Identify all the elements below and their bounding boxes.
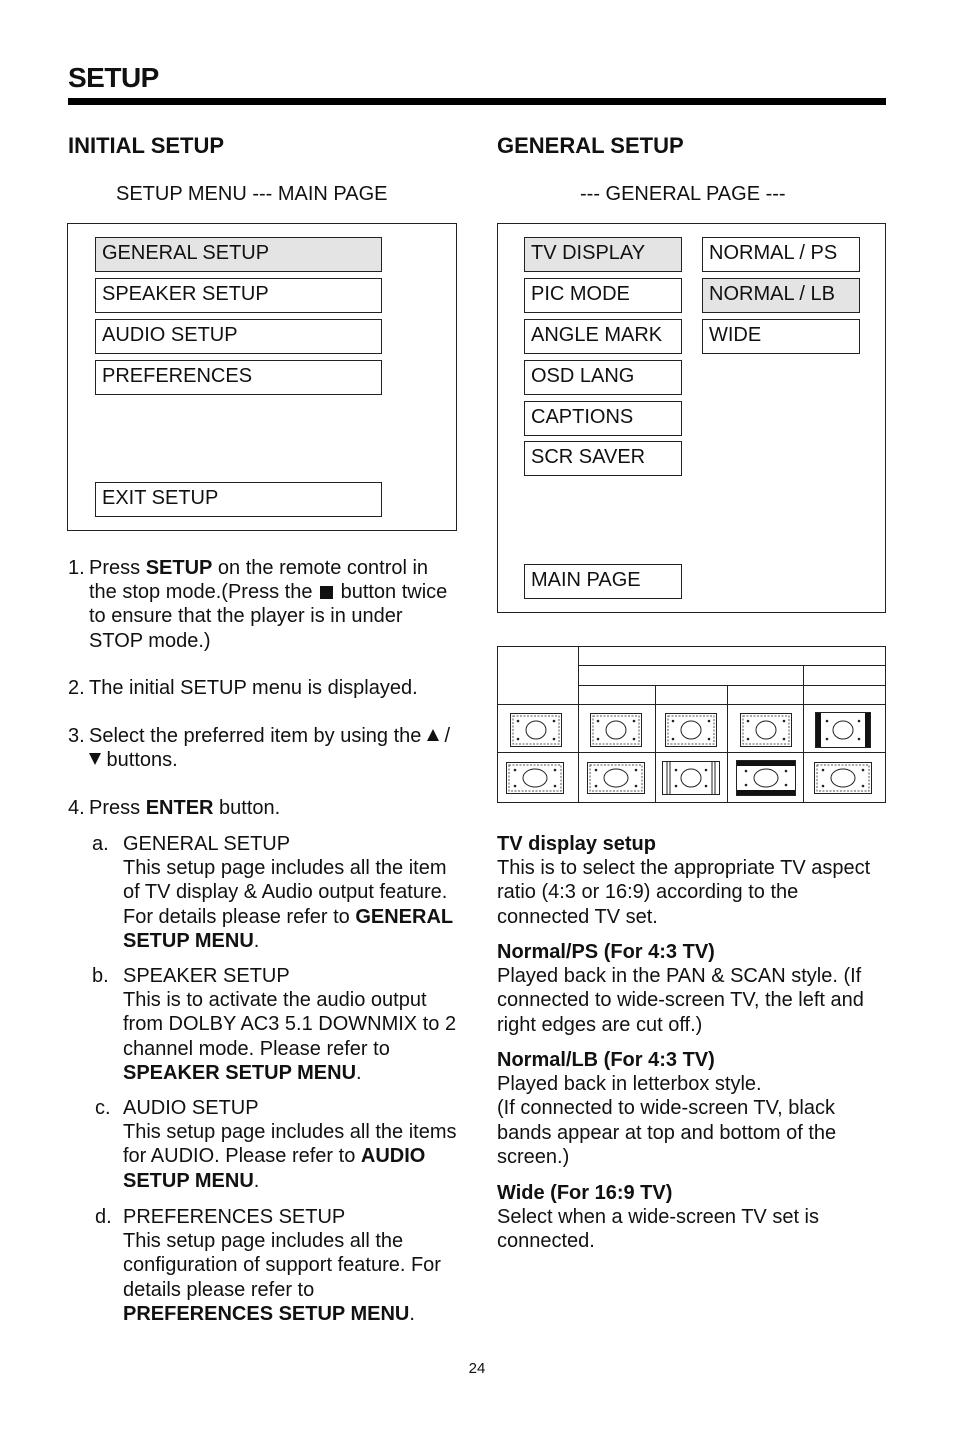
tv-screen-icon [665,713,717,747]
tv-screen-icon [506,762,564,794]
description-text: This is to select the appropriate TV aspect ratio (4:3 or 16:9) according to the connected TV set. [497,857,871,928]
option-normal-lb[interactable]: NORMAL / LB [702,278,860,313]
table-rule [655,685,656,803]
menu-item-speaker-setup[interactable]: SPEAKER SETUP [95,278,382,313]
sub-item-text: GENERAL SETUP This setup page includes all the item of TV display & Audio output feature. For details please refer to GENERAL SETUP MENU. [123,833,453,952]
initial-setup-heading: INITIAL SETUP [68,133,225,158]
sub-item-letter: a. [92,833,109,855]
description-heading: Normal/PS (For 4:3 TV) [497,941,715,963]
step-number: 4. [68,797,85,819]
tv-display-description [497,832,886,929]
menu-item-audio-setup[interactable]: AUDIO SETUP [95,319,382,354]
tv-screen-icon [587,762,645,794]
menu-item-angle-mark[interactable]: ANGLE MARK [524,319,682,354]
menu-item-tv-display[interactable]: TV DISPLAY [524,237,682,272]
description-text: Played back in letterbox style. [497,1073,762,1096]
description-text: Played back in the PAN & SCAN style. (If connected to wide-screen TV, the left and right edges are cut off.) [497,965,864,1036]
main-page-caption: SETUP MENU --- MAIN PAGE [116,183,388,205]
menu-item-exit-setup[interactable]: EXIT SETUP [95,482,382,517]
normal-ps-description [497,940,886,1037]
menu-item-osd-lang[interactable]: OSD LANG [524,360,682,395]
menu-item-general-setup[interactable]: GENERAL SETUP [95,237,382,272]
step-text: Press ENTER button. [89,797,281,819]
sub-item-letter: d. [95,1206,112,1228]
normal-lb-description [497,1048,886,1169]
sub-item-text: SPEAKER SETUP This is to activate the audio output from DOLBY AC3 5.1 DOWNMIX to 2 channel mode. Please refer to SPEAKER SETUP MENU. [123,965,457,1084]
general-page-menu [497,223,886,613]
option-wide[interactable]: WIDE [702,319,860,354]
general-setup-heading: GENERAL SETUP [497,133,684,158]
table-rule [578,665,886,666]
sub-item-text: AUDIO SETUP This setup page includes all the items for AUDIO. Please refer to AUDIO SETUP MENU. [123,1097,457,1192]
step-text: Select the preferred item by using the / buttons. [89,725,451,772]
page-title: SETUP [68,62,159,93]
stop-square-icon [320,586,333,599]
tv-screen-icon [590,713,642,747]
tv-screen-icon [662,761,720,795]
general-page-caption: --- GENERAL PAGE --- [580,183,786,205]
step-number: 2. [68,677,85,699]
setup-main-menu [67,223,457,531]
option-normal-ps[interactable]: NORMAL / PS [702,237,860,272]
tv-screen-icon [814,762,872,794]
table-rule [727,685,728,803]
menu-item-main-page[interactable]: MAIN PAGE [524,564,682,599]
description-heading: TV display setup [497,833,656,855]
step-text: Press SETUP on the remote control in the stop mode.(Press the button twice to ensure that the player is in under STOP mode.) [89,557,448,652]
sub-item-letter: c. [95,1097,111,1119]
description-text: (If connected to wide-screen TV, black bands appear at top and bottom of the screen.) [497,1097,837,1168]
menu-item-preferences[interactable]: PREFERENCES [95,360,382,395]
wide-description [497,1181,886,1254]
tv-screen-icon [815,712,871,748]
description-text: Select when a wide-screen TV set is connected. [497,1206,820,1253]
description-heading: Wide (For 16:9 TV) [497,1182,673,1204]
menu-item-pic-mode[interactable]: PIC MODE [524,278,682,313]
step-text: The initial SETUP menu is displayed. [89,677,418,699]
tv-screen-icon [740,713,792,747]
tv-screen-icon [736,760,796,796]
table-rule [578,685,886,686]
sub-item-letter: b. [92,965,109,987]
description-heading: Normal/LB (For 4:3 TV) [497,1049,715,1071]
down-arrow-icon [89,753,101,765]
title-rule [68,98,886,105]
table-rule [498,704,886,705]
up-arrow-icon [427,729,439,741]
step-number: 1. [68,557,85,579]
tv-screen-icon [510,713,562,747]
menu-item-scr-saver[interactable]: SCR SAVER [524,441,682,476]
menu-item-captions[interactable]: CAPTIONS [524,401,682,436]
table-rule [498,752,886,753]
sub-item-text: PREFERENCES SETUP This setup page includes all the configuration of support feature. For details please refer to PREFERENCES SETUP MENU. [123,1206,441,1325]
step-number: 3. [68,725,85,747]
table-rule [578,647,579,803]
page-number: 24 [468,1360,486,1377]
